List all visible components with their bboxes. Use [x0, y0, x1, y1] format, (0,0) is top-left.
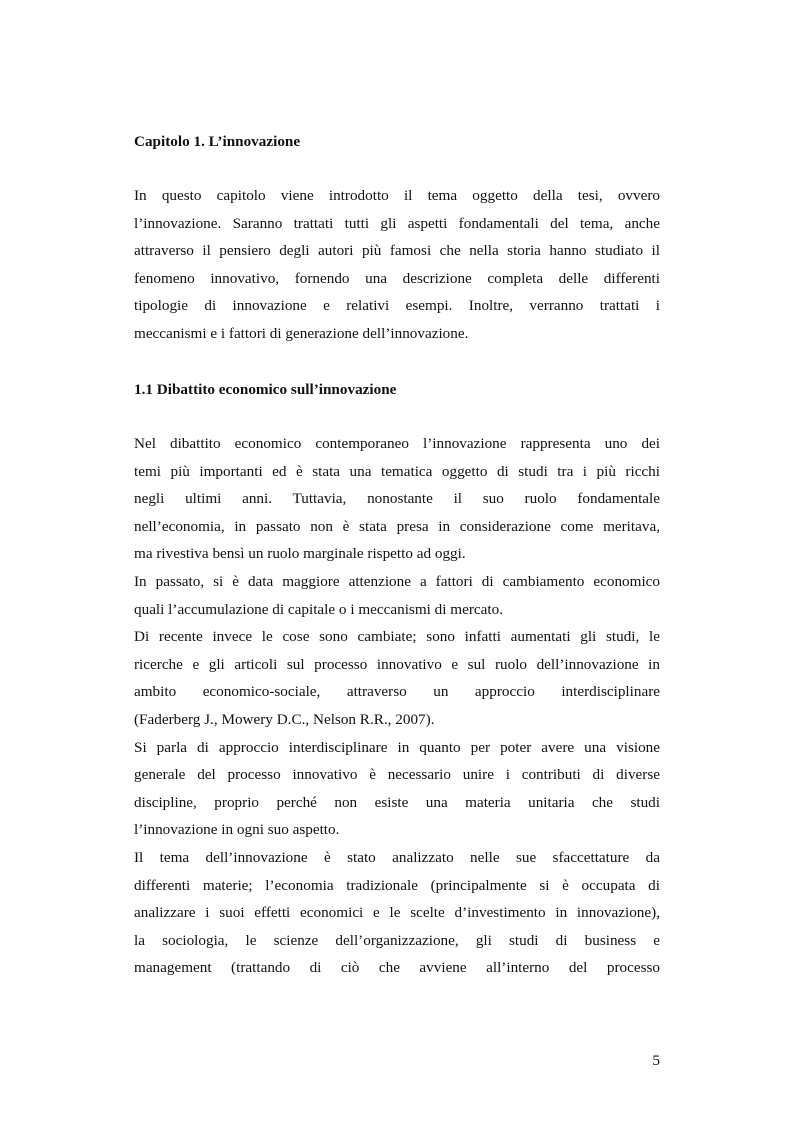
page-number: 5: [652, 1052, 660, 1069]
body-line: analizzare i suoi effetti economici e le scelte d’investimento in innovazione),: [134, 904, 660, 922]
body-line: ricerche e gli articoli sul processo innovativo e sul ruolo dell’innovazione in: [134, 655, 660, 673]
intro-line: In questo capitolo viene introdotto il tema oggetto della tesi, ovvero: [134, 187, 660, 204]
body-line: quali l’accumulazione di capitale o i meccanismi di mercato.: [134, 600, 503, 618]
body-line: generale del processo innovativo è necessario unire i contributi di diverse: [134, 766, 660, 784]
body-line: Si parla di approccio interdisciplinare in quanto per poter avere una visione: [134, 738, 660, 756]
body-line: management (trattando di ciò che avviene all’interno del processo: [134, 959, 660, 977]
section-body: [134, 430, 660, 982]
intro-line: fenomeno innovativo, fornendo una descrizione completa delle differenti: [134, 269, 660, 287]
body-line: la sociologia, le scienze dell’organizzazione, gli studi di business e: [134, 931, 660, 949]
chapter-title: Capitolo 1. L’innovazione: [134, 133, 301, 150]
section-title: 1.1 Dibattito economico sull’innovazione: [134, 381, 397, 398]
body-line: Di recente invece le cose sono cambiate; sono infatti aumentati gli studi, le: [134, 628, 660, 646]
body-line: l’innovazione in ogni suo aspetto.: [134, 821, 340, 839]
body-line: discipline, proprio perché non esiste una materia unitaria che studi: [134, 793, 660, 811]
intro-paragraph: [134, 182, 660, 348]
intro-line: attraverso il pensiero degli autori più famosi che nella storia hanno studiato il: [134, 242, 660, 260]
body-line: (Faderberg J., Mowery D.C., Nelson R.R., 2007).: [134, 710, 435, 728]
intro-line: l’innovazione. Saranno trattati tutti gli aspetti fondamentali del tema, anche: [134, 214, 660, 232]
body-line: negli ultimi anni. Tuttavia, nonostante il suo ruolo fondamentale: [134, 490, 660, 508]
body-line: ambito economico-sociale, attraverso un approccio interdisciplinare: [134, 683, 660, 701]
body-line: differenti materie; l’economia tradizionale (principalmente si è occupata di: [134, 876, 660, 894]
body-line: ma rivestiva bensì un ruolo marginale rispetto ad oggi.: [134, 545, 466, 563]
intro-line: meccanismi e i fattori di generazione dell’innovazione.: [134, 324, 469, 342]
body-line: temi più importanti ed è stata una tematica oggetto di studi tra i più ricchi: [134, 462, 660, 480]
body-line: Il tema dell’innovazione è stato analizzato nelle sue sfaccettature da: [134, 848, 660, 866]
body-line: nell’economia, in passato non è stata presa in considerazione come meritava,: [134, 517, 660, 535]
intro-line: tipologie di innovazione e relativi esempi. Inoltre, verranno trattati i: [134, 297, 660, 315]
body-line: Nel dibattito economico contemporaneo l’innovazione rappresenta uno dei: [134, 435, 660, 452]
body-line: In passato, si è data maggiore attenzione a fattori di cambiamento economico: [134, 572, 660, 590]
